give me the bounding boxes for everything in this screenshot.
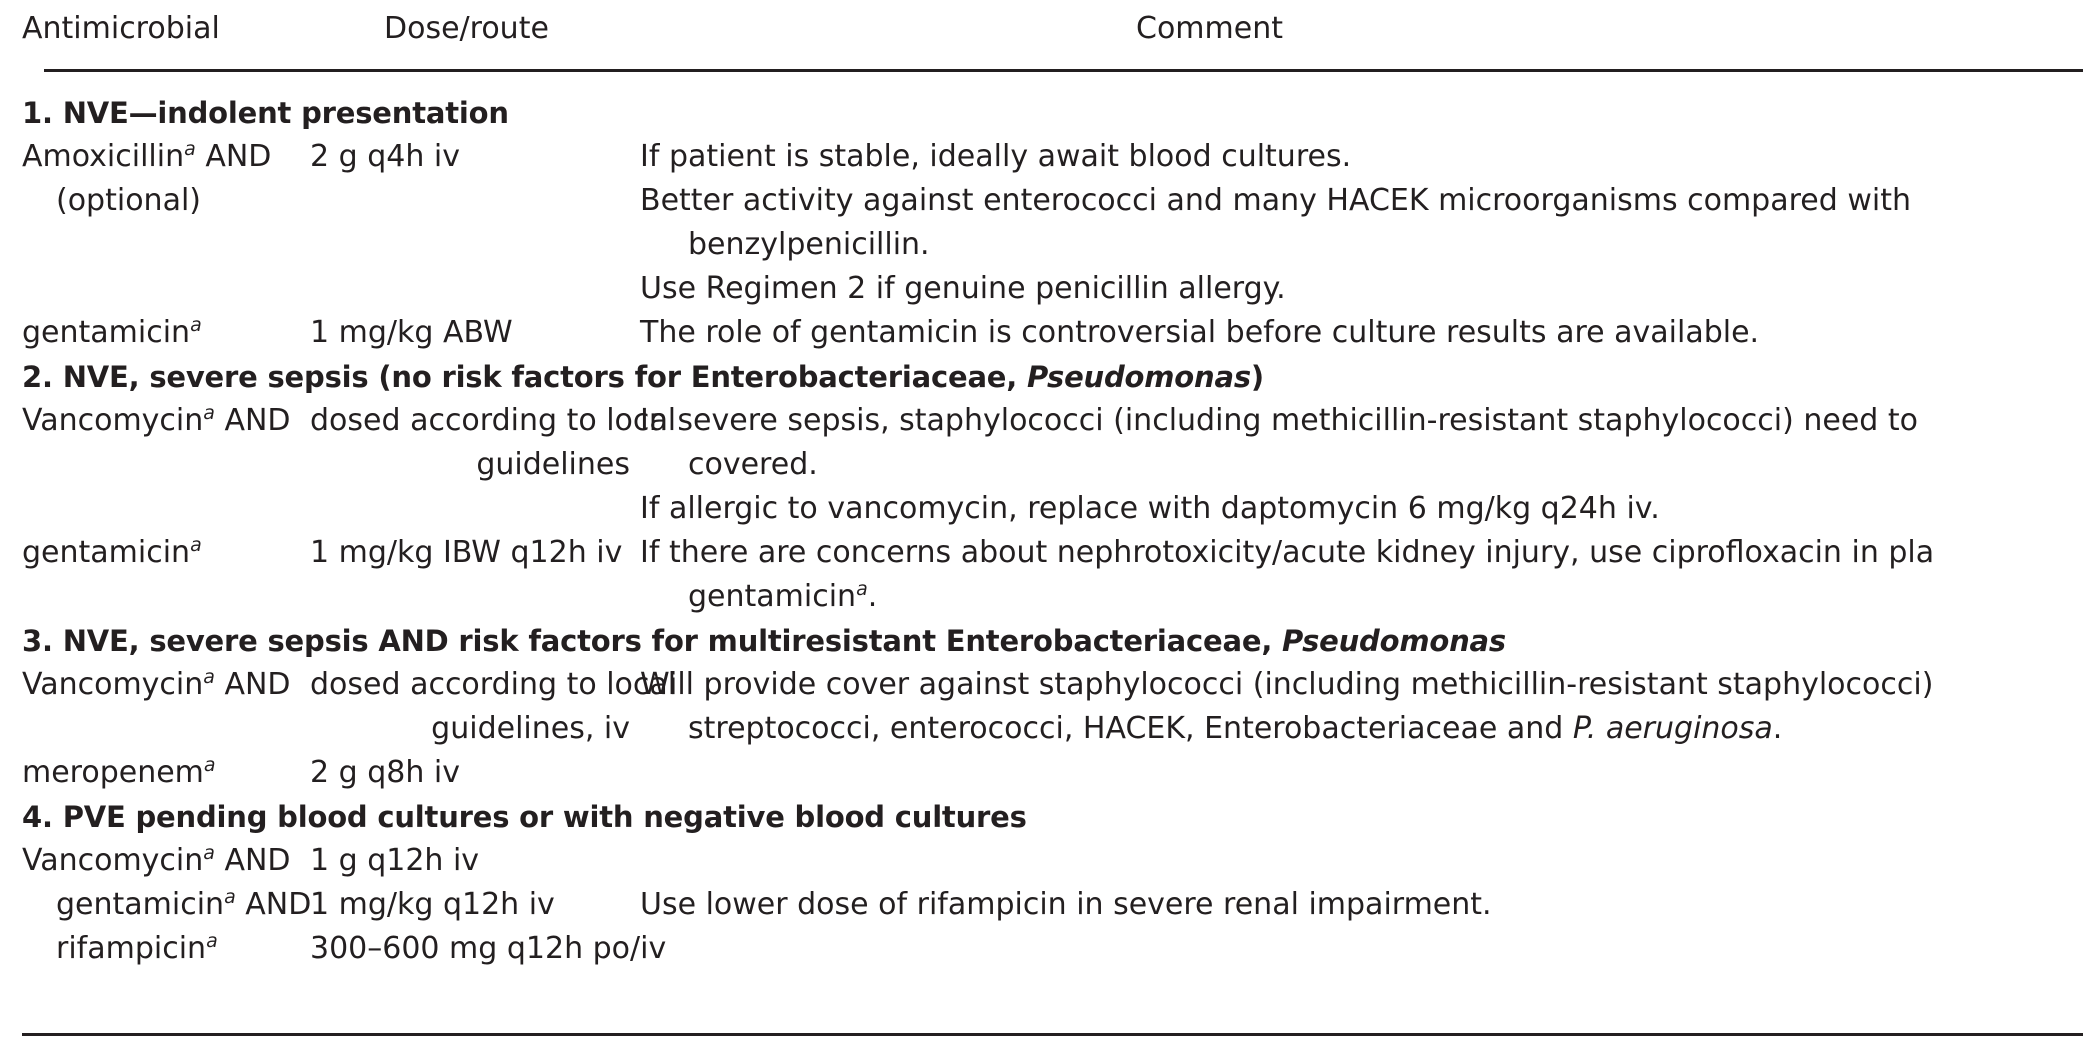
drug-name: gentamicin xyxy=(22,315,191,350)
cell-dose-route xyxy=(310,311,630,355)
comment-line: covered. xyxy=(688,447,818,482)
drug-conjunction: AND xyxy=(214,843,291,878)
cell-dose-route xyxy=(310,839,630,883)
comment-line xyxy=(640,751,2083,795)
drug-name: Vancomycin xyxy=(22,667,204,702)
footnote-marker: a xyxy=(190,314,202,336)
cell-comment xyxy=(640,927,2083,971)
drug-name: gentamicin xyxy=(22,535,191,570)
dose-value: 1 g q12h iv xyxy=(310,843,480,878)
drug-conjunction: AND xyxy=(214,403,291,438)
comment-line: Better activity against enterococci and many HACEK microorganisms compared with xyxy=(640,183,1911,218)
table-row xyxy=(22,399,2083,531)
cell-dose-route xyxy=(310,883,630,927)
cell-comment xyxy=(640,135,2083,311)
dose-value-cont: guidelines xyxy=(476,447,630,482)
drug-name: Amoxicillin xyxy=(22,139,185,174)
comment-line: Will provide cover against staphylococci (including methicillin-resistant staphylococci) xyxy=(640,667,1934,702)
drug-name: Vancomycin xyxy=(22,403,204,438)
table-row xyxy=(22,663,2083,751)
dose-value: 1 mg/kg ABW xyxy=(310,315,513,350)
cell-comment xyxy=(640,399,2083,531)
cell-dose-route xyxy=(310,751,630,795)
table-row xyxy=(22,311,2083,355)
table-row xyxy=(22,751,2083,795)
cell-comment xyxy=(640,751,2083,795)
cell-comment xyxy=(640,663,2083,751)
table-row xyxy=(22,135,2083,306)
cell-comment xyxy=(640,311,2083,355)
section-title-4: 4. PVE pending blood cultures or with negative blood cultures xyxy=(22,800,1027,834)
drug-name: gentamicin xyxy=(56,887,225,922)
dose-value-cont: guidelines, iv xyxy=(431,711,630,746)
table-bottom-rule xyxy=(22,1033,2083,1036)
section-title-text: 2. NVE, severe sepsis (no risk factors for Enterobacteriaceae, xyxy=(22,360,1027,394)
footnote-marker: a xyxy=(203,666,215,688)
comment-line: benzylpenicillin. xyxy=(688,227,930,262)
footnote-marker: a xyxy=(190,534,202,556)
comment-drug-ref: gentamicin xyxy=(688,579,857,614)
comment-organism: P. aeruginosa xyxy=(1572,711,1773,746)
table-row xyxy=(22,883,2083,927)
column-header-dose-route: Dose/route xyxy=(384,11,549,46)
drug-conjunction: AND xyxy=(214,667,291,702)
section-title-organism: Pseudomonas xyxy=(1027,360,1251,394)
section-title-organism: Pseudomonas xyxy=(1282,624,1506,658)
drug-conjunction: AND xyxy=(235,887,312,922)
cell-dose-route xyxy=(310,399,677,487)
column-header-antimicrobial: Antimicrobial xyxy=(22,11,220,46)
table-row xyxy=(22,839,2083,883)
footnote-marker: a xyxy=(224,886,236,908)
comment-line: If patient is stable, ideally await blood cultures. xyxy=(640,139,1352,174)
comment-line: The role of gentamicin is controversial before culture results are available. xyxy=(640,315,1760,350)
dose-value: 2 g q4h iv xyxy=(310,139,460,174)
footnote-marker: a xyxy=(856,578,868,600)
dose-value: 1 mg/kg q12h iv xyxy=(310,887,555,922)
comment-line: If allergic to vancomycin, replace with daptomycin 6 mg/kg q24h iv. xyxy=(640,491,1660,526)
comment-line: Use Regimen 2 if genuine penicillin allergy. xyxy=(640,271,1286,306)
comment-line: Use lower dose of rifampicin in severe renal impairment. xyxy=(640,887,1492,922)
drug-name: meropenem xyxy=(22,755,204,790)
comment-line xyxy=(640,575,2083,619)
section-title-1: 1. NVE—indolent presentation xyxy=(22,96,509,130)
footnote-marker: a xyxy=(203,754,216,776)
comment-line: If there are concerns about nephrotoxicity/acute kidney injury, use ciprofloxacin in pla xyxy=(640,535,1935,570)
dose-value: 2 g q8h iv xyxy=(310,755,460,790)
comment-line xyxy=(640,927,2083,971)
cell-comment xyxy=(640,883,2083,927)
footnote-marker: a xyxy=(184,138,196,160)
footnote-marker: a xyxy=(206,930,218,952)
comment-line xyxy=(640,839,2083,883)
cell-dose-route xyxy=(310,663,677,751)
cell-dose-route xyxy=(310,531,630,575)
table-header-row xyxy=(22,0,2083,71)
section-title-text: 3. NVE, severe sepsis AND risk factors for multiresistant Enterobacteriaceae, xyxy=(22,624,1283,658)
comment-line xyxy=(640,707,2083,751)
drug-optional-note: (optional) xyxy=(56,183,201,218)
section-title-suffix: ) xyxy=(1250,360,1264,394)
footnote-marker: a xyxy=(203,842,215,864)
section-title-3 xyxy=(22,619,2083,663)
cell-dose-route xyxy=(310,135,630,179)
comment-punctuation: . xyxy=(1772,711,1783,746)
dose-value: dosed according to local xyxy=(310,667,677,702)
footnote-marker: a xyxy=(203,402,215,424)
comment-text: streptococci, enterococci, HACEK, Enterobacteriaceae and xyxy=(688,711,1573,746)
table-body xyxy=(22,71,2083,971)
comment-punctuation: . xyxy=(867,579,878,614)
drug-name: Vancomycin xyxy=(22,843,204,878)
dose-value: 300–600 mg q12h po/iv xyxy=(310,931,667,966)
cell-comment xyxy=(640,839,2083,883)
cell-dose-route xyxy=(310,927,667,971)
cell-comment xyxy=(640,531,2083,619)
drug-name: rifampicin xyxy=(56,931,207,966)
table-row xyxy=(22,927,2083,971)
dose-value: 1 mg/kg IBW q12h iv xyxy=(310,535,623,570)
section-title-2 xyxy=(22,355,2083,399)
table-row xyxy=(22,531,2083,619)
dose-value: dosed according to local xyxy=(310,403,677,438)
comment-line: In severe sepsis, staphylococci (including methicillin-resistant staphylococci) need to xyxy=(640,403,1918,438)
column-header-comment: Comment xyxy=(1136,11,1283,46)
drug-conjunction: AND xyxy=(195,139,272,174)
